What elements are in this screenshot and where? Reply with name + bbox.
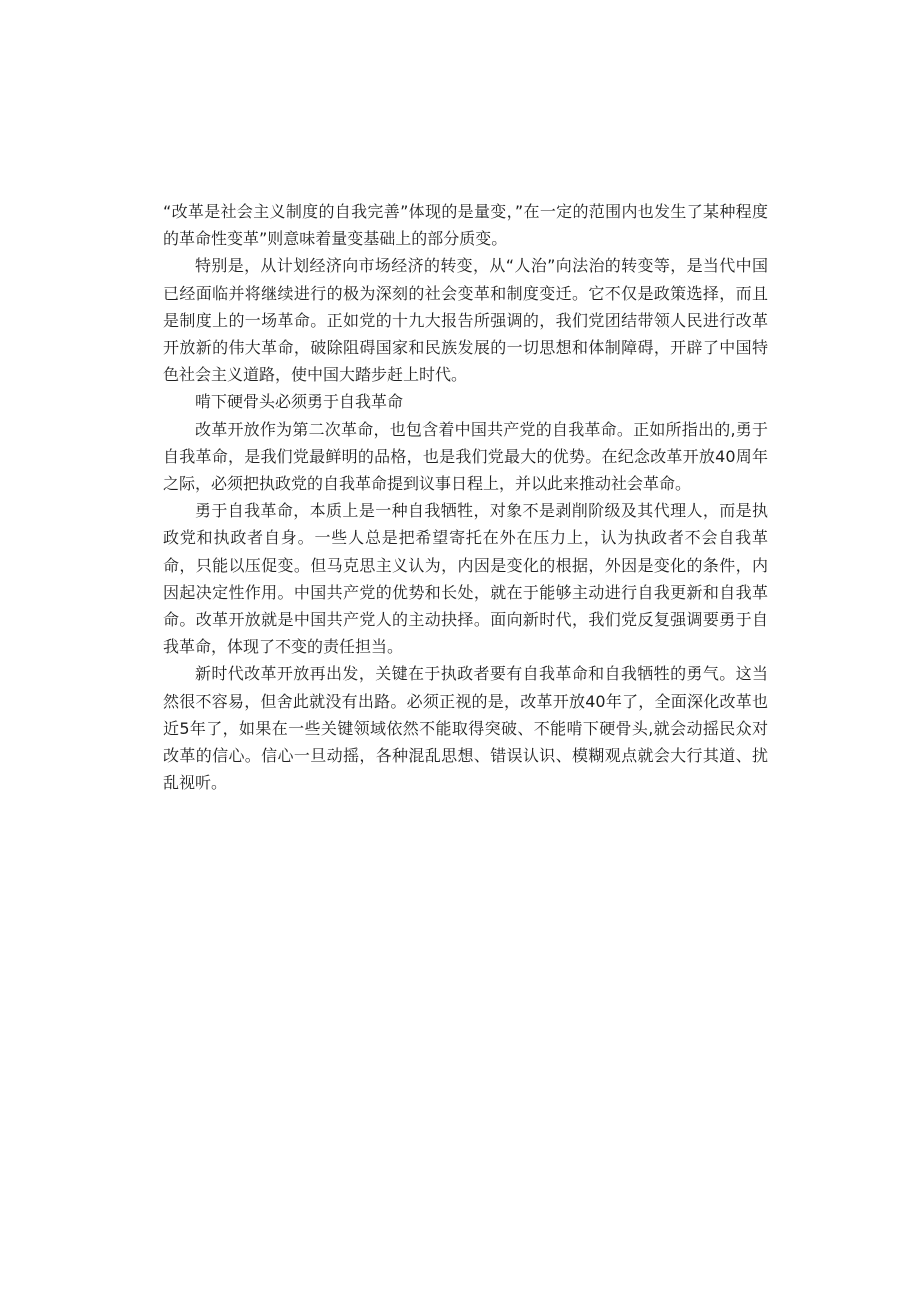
document-body xyxy=(163,198,768,796)
paragraph-4: 勇于自我革命，本质上是一种自我牺牲，对象不是剥削阶级及其代理人，而是执政党和执政者自身。一些人总是把希望寄托在外在压力上，认为执政者不会自我革命，只能以压促变。但马克思主义认为，内因是变化的根据，外因是变化的条件，内因起决定性作用。中国共产党的优势和长处，就在于能够主动进行自我更新和自我革命。改革开放就是中国共产党人的主动抉择。面向新时代，我们党反复强调要勇于自我革命，体现了不变的责任担当。 xyxy=(163,501,768,657)
section-heading: 啃下硬骨头必须勇于自我革命 xyxy=(195,392,404,412)
paragraph-3: 改革开放作为第二次革命，也包含着中国共产党的自我革命。正如所指出的,勇于自我革命，是我们党最鲜明的品格，也是我们党最大的优势。在纪念改革开放40周年之际，必须把执政党的自我革命提到议事日程上，并以此来推动社会革命。 xyxy=(163,419,768,494)
paragraph-2: 特别是，从计划经济向市场经济的转变，从“人治”向法治的转变等，是当代中国已经面临并将继续进行的极为深刻的社会变革和制度变迁。它不仅是政策选择，而且是制度上的一场革命。正如党的十九大报告所强调的，我们党团结带领人民进行改革开放新的伟大革命，破除阻碍国家和民族发展的一切思想和体制障碍，开辟了中国特色社会主义道路，使中国大踏步赶上时代。 xyxy=(163,256,768,385)
paragraph-1: “改革是社会主义制度的自我完善”体现的是量变，”在一定的范围内也发生了某种程度的革命性变革”则意味着量变基础上的部分质变。 xyxy=(163,202,768,249)
paragraph-5: 新时代改革开放再出发，关键在于执政者要有自我革命和自我牺牲的勇气。这当然很不容易，但舍此就没有出路。必须正视的是，改革开放40年了，全面深化改革也近5年了，如果在一些关键领域依然不能取得突破、不能啃下硬骨头,就会动摇民众对改革的信心。信心一旦动摇，各种混乱思想、错误认识、模糊观点就会大行其道、扰乱视听。 xyxy=(163,664,768,793)
